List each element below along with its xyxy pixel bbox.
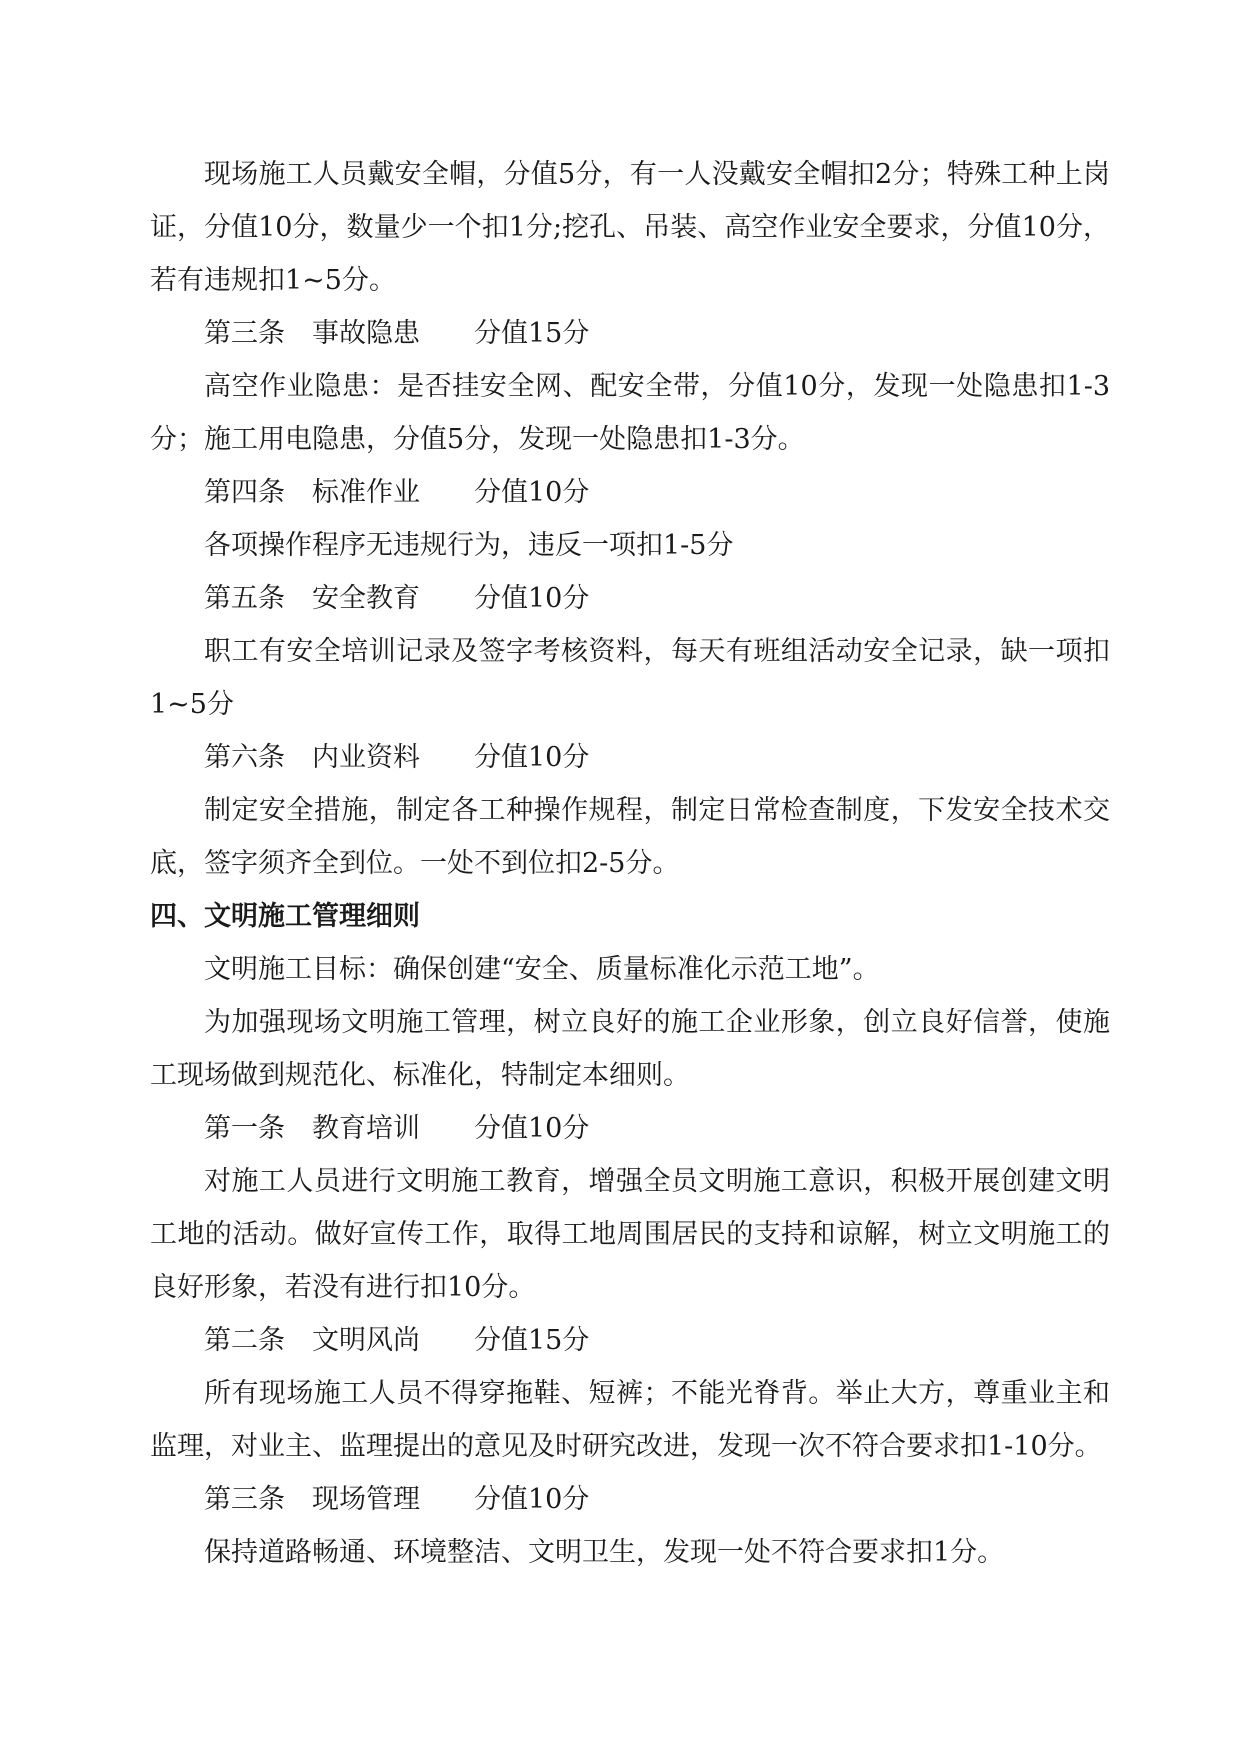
paragraph-civilized-purpose: 为加强现场文明施工管理，树立良好的施工企业形象，创立良好信誉，使施工现场做到规范化、标准化，特制定本细则。 bbox=[150, 1007, 1110, 1091]
section-heading-civilized-construction: 四、文明施工管理细则 bbox=[150, 901, 420, 932]
paragraph-training-rules: 对施工人员进行文明施工教育，增强全员文明施工意识，积极开展创建文明工地的活动。做好宣传工作，取得工地周围居民的支持和谅解，树立文明施工的良好形象，若没有进行扣10分。 bbox=[150, 1166, 1110, 1303]
paragraph-civilized-goal: 文明施工目标：确保创建“安全、质量标准化示范工地”。 bbox=[204, 954, 880, 985]
article-heading-site-management: 第三条 现场管理 分值10分 bbox=[204, 1484, 590, 1515]
article-heading-conduct: 第二条 文明风尚 分值15分 bbox=[204, 1325, 590, 1356]
paragraph-site-management-rules: 保持道路畅通、环境整洁、文明卫生，发现一处不符合要求扣1分。 bbox=[204, 1537, 1005, 1568]
paragraph-standard-work-rules: 各项操作程序无违规行为，违反一项扣1-5分 bbox=[204, 530, 734, 561]
document-page bbox=[150, 148, 1110, 1579]
article-heading-safety-education: 第五条 安全教育 分值10分 bbox=[204, 583, 590, 614]
paragraph-internal-records-rules: 制定安全措施，制定各工种操作规程，制定日常检查制度，下发安全技术交底，签字须齐全到位。一处不到位扣2-5分。 bbox=[150, 795, 1110, 879]
paragraph-safety-education-rules: 职工有安全培训记录及签字考核资料，每天有班组活动安全记录，缺一项扣1~5分 bbox=[150, 636, 1110, 720]
paragraph-helmet-rules: 现场施工人员戴安全帽，分值5分，有一人没戴安全帽扣2分；特殊工种上岗证，分值10分，数量少一个扣1分;挖孔、吊装、高空作业安全要求，分值10分，若有违规扣1~5分。 bbox=[150, 159, 1110, 296]
article-heading-internal-records: 第六条 内业资料 分值10分 bbox=[204, 742, 590, 773]
paragraph-hazard-rules: 高空作业隐患：是否挂安全网、配安全带，分值10分，发现一处隐患扣1-3分；施工用电隐患，分值5分，发现一处隐患扣1-3分。 bbox=[150, 371, 1110, 455]
paragraph-conduct-rules: 所有现场施工人员不得穿拖鞋、短裤；不能光脊背。举止大方，尊重业主和监理，对业主、监理提出的意见及时研究改进，发现一次不符合要求扣1-10分。 bbox=[150, 1378, 1110, 1462]
article-heading-standard-work: 第四条 标准作业 分值10分 bbox=[204, 477, 590, 508]
article-heading-training: 第一条 教育培训 分值10分 bbox=[204, 1113, 590, 1144]
article-heading-hazards: 第三条 事故隐患 分值15分 bbox=[204, 318, 590, 349]
